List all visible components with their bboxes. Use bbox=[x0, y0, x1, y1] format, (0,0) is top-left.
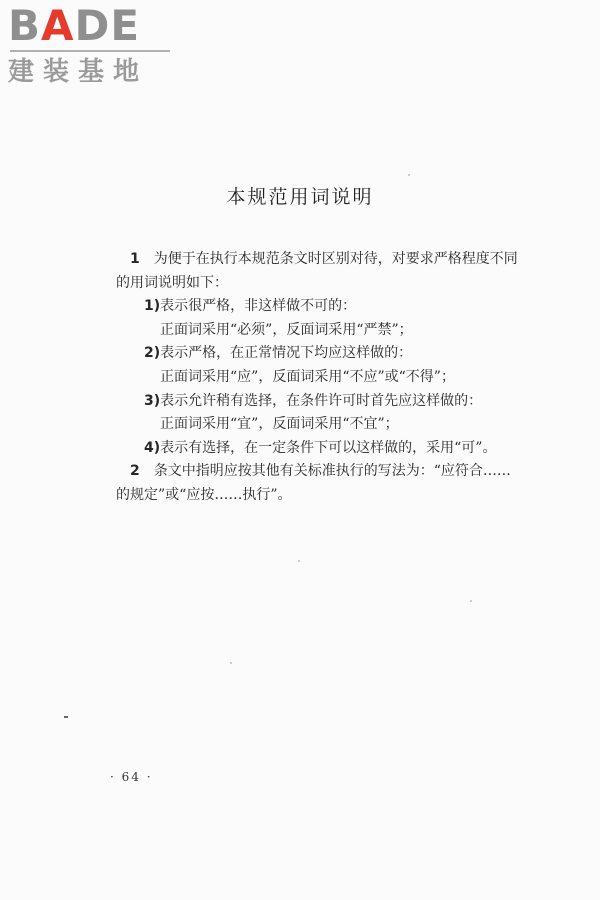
scan-speck bbox=[64, 716, 68, 718]
paragraph-2-number: 2 bbox=[130, 463, 140, 480]
paragraph-1-number: 1 bbox=[130, 251, 140, 267]
scan-speck bbox=[408, 174, 410, 176]
logo-letter-a: A bbox=[41, 1, 75, 50]
document-body bbox=[116, 248, 522, 508]
paragraph-1-text: 为便于在执行本规范条文时区别对待，对要求严格程度不同的用词说明如下： bbox=[116, 251, 518, 291]
paragraph-2 bbox=[116, 460, 522, 507]
list-item-text: 表示严格，在正常情况下均应这样做的： bbox=[160, 345, 413, 362]
list-item bbox=[116, 295, 522, 319]
logo-divider bbox=[10, 50, 170, 52]
list-item-detail: 正面词采用“应”，反面词采用“不应”或“不得”； bbox=[160, 368, 455, 385]
bade-watermark-logo bbox=[8, 1, 178, 90]
paragraph-1 bbox=[116, 248, 522, 295]
list-item-text: 表示允许稍有选择，在条件许可时首先应这样做的： bbox=[160, 392, 483, 409]
list-item-text: 表示有选择，在一定条件下可以这样做的，采用“可”。 bbox=[160, 439, 497, 456]
list-item-detail: 正面词采用“宜”，反面词采用“不宜”； bbox=[160, 416, 399, 433]
scan-speck bbox=[298, 560, 300, 562]
logo-letters-de: DE bbox=[74, 1, 141, 50]
scan-speck bbox=[230, 662, 232, 664]
logo-wordmark bbox=[8, 1, 141, 50]
list-item-text: 表示很严格，非这样做不可的： bbox=[160, 298, 357, 315]
logo-letter-b: B bbox=[8, 1, 42, 50]
paragraph-2-text: 条文中指明应按其他有关标准执行的写法为：“应符合……的规定”或“应按……执行”。 bbox=[116, 463, 511, 503]
list-item bbox=[116, 342, 522, 366]
list-item bbox=[116, 390, 522, 414]
page-number: · 64 · bbox=[110, 770, 153, 784]
list-item-detail: 正面词采用“必须”，反面词采用“严禁”； bbox=[160, 321, 413, 338]
list-item-number: 3) bbox=[144, 392, 161, 409]
scan-speck bbox=[470, 600, 472, 602]
list-item-number: 2) bbox=[144, 345, 161, 362]
page-title: 本规范用词说明 bbox=[226, 186, 374, 208]
logo-subtitle: 建装基地 bbox=[8, 57, 149, 87]
list-item-number: 1) bbox=[144, 298, 161, 315]
list-item bbox=[116, 437, 522, 461]
list-item-number: 4) bbox=[144, 439, 161, 456]
